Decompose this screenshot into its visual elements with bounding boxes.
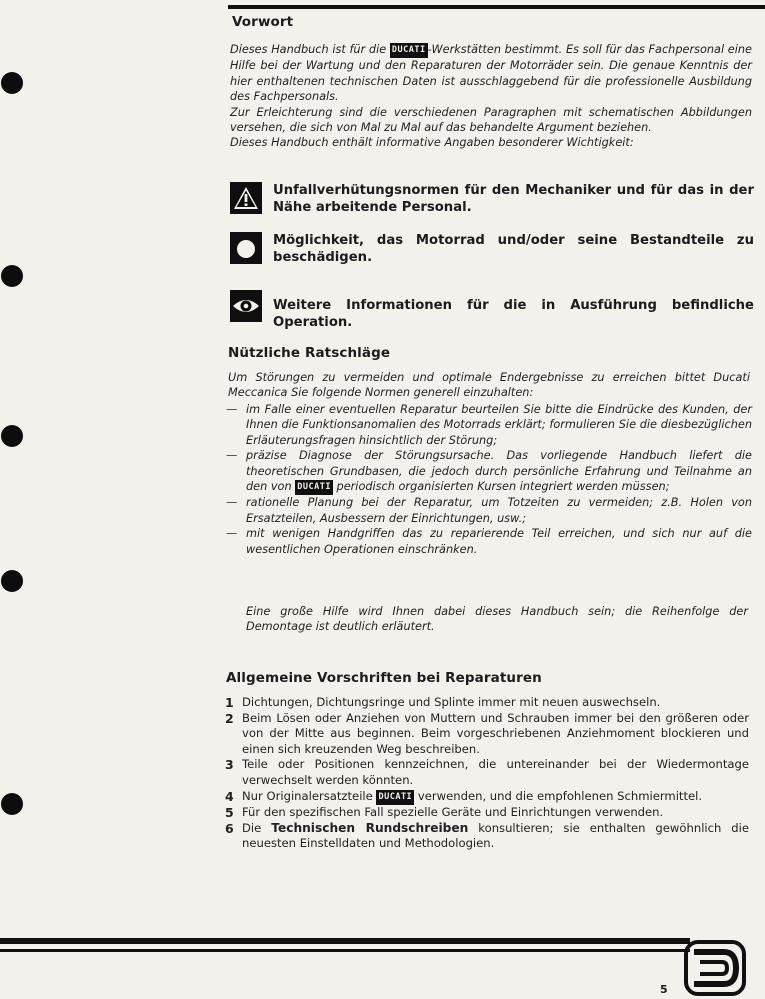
ducati-brand-logo: DUCATI — [376, 790, 414, 806]
list-item — [226, 448, 752, 495]
vorwort-text — [230, 42, 752, 151]
list-item — [226, 402, 752, 448]
list-item-text: im Falle einer eventuellen Reparatur beurteilen Sie bitte die Eindrücke des Kunden, der Ihnen die Funktionsanomalien des Motorrads erklärt; formulieren Sie die diesbezüglichen Erläuterungsfragen hinsichtlich der Störung; — [246, 403, 752, 447]
vorwort-p1-start: Dieses Handbuch ist für die — [230, 43, 387, 56]
vorwort-paragraph-1 — [230, 42, 752, 105]
numbered-item — [225, 821, 749, 852]
item-text-start: Die — [242, 820, 262, 835]
bottom-rule — [0, 938, 690, 944]
binder-hole — [1, 72, 23, 94]
symbol-text-damage: Möglichkeit, das Motorrad und/oder seine Bestandteile zu beschädigen. — [273, 233, 754, 265]
ratschlaege-title: Nützliche Ratschläge — [228, 345, 391, 361]
binder-hole — [1, 793, 23, 815]
item-text-end: verwenden, und die empfohlenen Schmiermittel. — [417, 788, 703, 803]
eye-icon — [230, 290, 262, 322]
vorwort-paragraph-3: Dieses Handbuch enthält informative Angaben besonderer Wichtigkeit: — [230, 136, 634, 150]
item-number: 1 — [225, 695, 234, 710]
item-text-end: konsultieren; sie enthalten gewöhnlich die neuesten Einstelldaten und Methodologien. — [242, 820, 750, 851]
vorwort-title: Vorwort — [232, 14, 294, 30]
vorschriften-list — [225, 695, 749, 852]
binder-hole — [1, 570, 23, 592]
item-text: Teile oder Positionen kennzeichnen, die untereinander bei der Wiedermontage verwechselt werden könnten. — [242, 757, 749, 787]
top-rule — [228, 5, 765, 9]
ducati-d-logo-icon — [684, 940, 746, 996]
dash-bullet: — — [226, 496, 238, 510]
symbol-text-safety: Unfallverhütungsnormen für den Mechaniker und für das in der Nähe arbeitende Personal. — [273, 183, 754, 215]
item-text-start: Nur Originalersatzteile — [242, 788, 373, 803]
item-number: 4 — [225, 788, 234, 804]
damage-circle-icon — [230, 232, 262, 264]
symbol-text-info: Weitere Informationen für die in Ausführung befindliche Operation. — [273, 298, 754, 330]
dash-bullet: — — [226, 403, 238, 416]
binder-hole — [1, 425, 23, 447]
item-number: 6 — [225, 820, 234, 836]
vorwort-paragraph-2: Zur Erleichterung sind die verschiedenen Paragraphen mit schematischen Abbildungen versehen, die sich von Mal zu Mal auf das behandelte Argument beziehen. — [230, 105, 752, 135]
ducati-brand-logo: DUCATI — [295, 480, 333, 495]
item-number: 3 — [225, 757, 234, 773]
dash-bullet: — — [226, 527, 238, 541]
item-text-strong: Technischen Rundschreiben — [271, 820, 469, 835]
item-text — [242, 789, 749, 806]
dash-bullet: — — [226, 449, 238, 463]
vorschriften-title: Allgemeine Vorschriften bei Reparaturen — [226, 670, 542, 686]
item-number: 2 — [225, 710, 234, 726]
binder-hole — [1, 265, 23, 287]
list-item — [226, 495, 752, 526]
ratschlaege-intro: Um Störungen zu vermeiden und optimale Endergebnisse zu erreichen bittet Ducati Meccanica Sie folgende Normen generell einzuhalten: — [228, 371, 750, 400]
item-number: 5 — [225, 805, 234, 821]
ratschlaege-list — [226, 402, 752, 557]
ratschlaege-closing: Eine große Hilfe wird Ihnen dabei dieses Handbuch sein; die Reihenfolge der Demontage ist deutlich erläutert. — [246, 605, 748, 634]
numbered-item — [225, 805, 749, 821]
list-item-text-start: präzise Diagnose der Störungsursache. Das vorliegende Handbuch liefert die theoretischen Grundbasen, die jedoch durch persönliche Erfahrung und Teilnahme an den von — [246, 449, 752, 494]
symbol-row-damage — [230, 232, 754, 266]
list-item-text: mit wenigen Handgriffen das zu reparierende Teil erreichen, und sich nur auf die wesentlichen Operationen einschränken. — [246, 527, 752, 556]
list-item-text: rationelle Planung bei der Reparatur, um Totzeiten zu vermeiden; z.B. Holen von Ersatzteilen, Ausbessern der Einrichtungen, usw.; — [246, 496, 752, 525]
symbol-row-safety — [230, 182, 754, 216]
numbered-item — [225, 789, 749, 806]
item-text: Dichtungen, Dichtungsringe und Splinte immer mit neuen auswechseln. — [242, 695, 661, 709]
list-item — [226, 526, 752, 557]
item-text: Für den spezifischen Fall spezielle Geräte und Einrichtungen verwenden. — [242, 805, 664, 820]
warning-triangle-icon — [230, 182, 262, 214]
vorwort-p1-end: -Werkstätten bestimmt. Es soll für das Fachpersonal eine Hilfe bei der Wartung und den Reparaturen der Motorräder sein. Die genaue Kenntnis der hier enthaltenen technischen Daten ist ausschlaggebend für die professionelle Ausbildung des Fachpersonals. — [230, 43, 752, 104]
list-item-text — [246, 448, 752, 495]
item-text: Beim Lösen oder Anziehen von Muttern und Schrauben immer bei den größeren oder von der Mitte aus beginnen. Beim vorgeschriebenen Anziehmoment blockieren und einen sich kreuzenden Weg beschreiben. — [242, 710, 749, 756]
item-text — [242, 821, 749, 852]
numbered-item — [225, 711, 749, 758]
numbered-item — [225, 757, 749, 788]
bottom-rule-thin — [0, 949, 690, 952]
numbered-item — [225, 695, 749, 711]
page-number: 5 — [660, 983, 668, 996]
ducati-brand-logo: DUCATI — [390, 43, 428, 58]
list-item-text-end: periodisch organisierten Kursen integriert werden müssen; — [336, 480, 670, 494]
symbol-row-info — [230, 290, 754, 331]
